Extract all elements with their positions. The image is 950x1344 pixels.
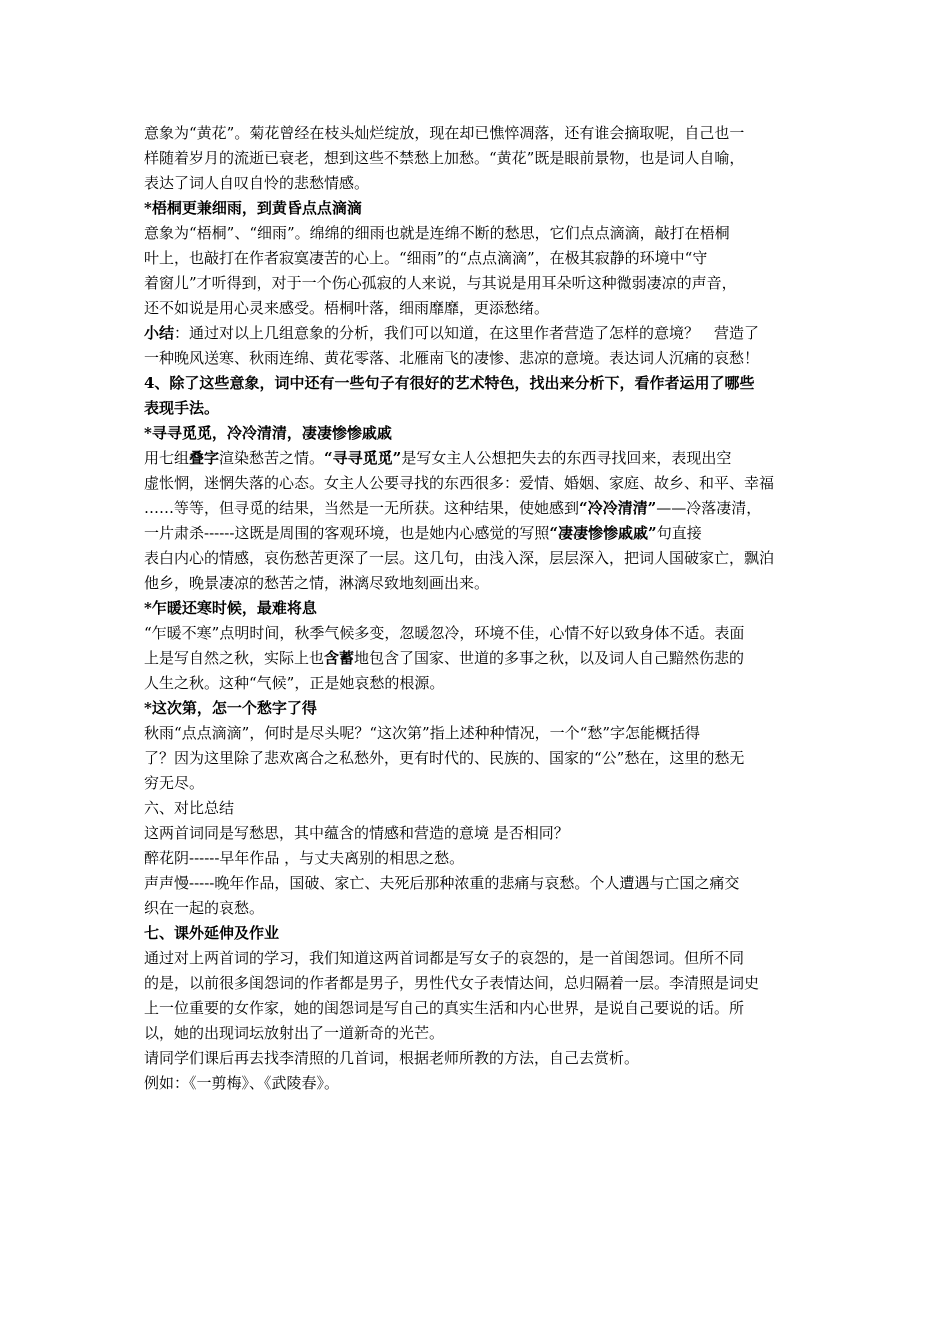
- bold-text: *梧桐更兼细雨，到黄昏点点滴滴: [144, 199, 362, 217]
- text-line: [144, 196, 816, 221]
- text-run: “乍暖不寒”点明时间，秋季气候多变，忽暖忽冷，环境不佳，心情不好以致身体不适。表面: [144, 624, 745, 642]
- text-line: [144, 471, 816, 496]
- bold-text: 七、课外延伸及作业: [144, 924, 280, 942]
- text-run: 地包含了国家、世道的多事之秋，以及词人自己黯然伤悲的: [354, 649, 745, 667]
- bold-text: 小结: [144, 324, 175, 342]
- text-line: [144, 946, 816, 971]
- text-run: 意象为“黄花”。菊花曾经在枝头灿烂绽放，现在却已憔悴凋落，还有谁会摘取呢，自己也一: [144, 124, 745, 142]
- text-run: 人生之秋。这种“气候”，正是她哀愁的根源。: [144, 674, 445, 692]
- text-run: 表达了词人自叹自怜的悲愁情感。: [144, 174, 370, 192]
- text-run: 样随着岁月的流逝已衰老，想到这些不禁愁上加愁。“黄花”既是眼前景物，也是词人自喻，: [144, 149, 745, 167]
- text-line: [144, 821, 816, 846]
- text-run: 用七组: [144, 449, 190, 467]
- bold-text: *寻寻觅觅，冷冷清清，凄凄惨惨戚戚: [144, 424, 392, 442]
- text-line: [144, 571, 816, 596]
- text-run: 六、对比总结: [144, 799, 235, 817]
- text-line: [144, 546, 816, 571]
- text-line: [144, 496, 816, 521]
- text-run: 虚怅惘，迷惘失落的心态。女主人公要寻找的东西很多：爱情、婚姻、家庭、故乡、和平、幸福: [144, 474, 775, 492]
- text-line: [144, 1021, 816, 1046]
- document-page: [144, 121, 816, 1096]
- text-line: [144, 346, 816, 371]
- bold-text: 叠字: [189, 449, 220, 467]
- bold-text: 含蓄: [324, 649, 355, 667]
- text-line: [144, 721, 816, 746]
- text-run: 声声慢-----晚年作品，国破、家亡、夫死后那种浓重的悲痛与哀愁。个人遭遇与亡国之痛交: [144, 874, 740, 892]
- text-run: 意象为“梧桐”、“细雨”。绵绵的细雨也就是连绵不断的愁思，它们点点滴滴，敲打在梧桐: [144, 224, 730, 242]
- text-run: 他乡，晚景凄凉的愁苦之情，淋漓尽致地刻画出来。: [144, 574, 490, 592]
- text-line: [144, 696, 816, 721]
- text-run: ……等等，但寻觅的结果，当然是一无所获。这种结果，使她感到: [144, 499, 580, 517]
- text-line: [144, 321, 816, 346]
- text-run: 了？因为这里除了悲欢离合之私愁外，更有时代的、民族的、国家的“公”愁在，这里的愁无: [144, 749, 745, 767]
- text-run: 醉花阴------早年作品 ，与丈夫离别的相思之愁。: [144, 849, 465, 867]
- text-run: 的是，以前很多闺怨词的作者都是男子，男性代女子表情达间，总归隔着一层。李清照是词史: [144, 974, 760, 992]
- text-line: [144, 121, 816, 146]
- text-line: [144, 771, 816, 796]
- text-run: 请同学们课后再去找李清照的几首词，根据老师所教的方法，自己去赏析。: [144, 1049, 640, 1067]
- text-line: [144, 921, 816, 946]
- text-run: 渲染愁苦之情。: [219, 449, 325, 467]
- text-line: [144, 171, 816, 196]
- text-run: 织在一起的哀愁。: [144, 899, 265, 917]
- text-run: 以，她的出现词坛放射出了一道新奇的光芒。: [144, 1024, 445, 1042]
- text-line: [144, 846, 816, 871]
- text-line: [144, 246, 816, 271]
- text-run: 一片肃杀------这既是周围的客观环境，也是她内心感觉的写照: [144, 524, 550, 542]
- text-line: [144, 746, 816, 771]
- text-run: 这两首词同是写愁思，其中蕴含的情感和营造的意境 是否相同？: [144, 824, 569, 842]
- text-line: [144, 671, 816, 696]
- text-run: 上一位重要的女作家，她的闺怨词是写自己的真实生活和内心世界，是说自己要说的话。所: [144, 999, 745, 1017]
- text-line: [144, 1046, 816, 1071]
- text-line: [144, 596, 816, 621]
- text-line: [144, 971, 816, 996]
- text-line: [144, 621, 816, 646]
- text-run: 上是写自然之秋，实际上也: [144, 649, 325, 667]
- text-run: 是写女主人公想把失去的东西寻找回来，表现出空: [401, 449, 732, 467]
- text-run: 句直接: [656, 524, 702, 542]
- text-line: [144, 646, 816, 671]
- text-line: [144, 896, 816, 921]
- text-line: [144, 271, 816, 296]
- text-run: 穷无尽。: [144, 774, 205, 792]
- text-run: 叶上，也敲打在作者寂寞凄苦的心上。“细雨”的“点点滴滴”，在极其寂静的环境中“守: [144, 249, 708, 267]
- text-run: 例如：《一剪梅》、《武陵春》。: [144, 1074, 340, 1092]
- text-line: [144, 1071, 816, 1096]
- text-run: 通过对上两首词的学习，我们知道这两首词都是写女子的哀怨的，是一首闺怨词。但所不同: [144, 949, 745, 967]
- bold-text: *乍暖还寒时候，最难将息: [144, 599, 317, 617]
- bold-text: “凄凄惨惨戚戚”: [549, 524, 657, 542]
- text-run: ——冷落凄清，: [656, 499, 762, 517]
- text-line: [144, 421, 816, 446]
- text-line: [144, 996, 816, 1021]
- text-line: [144, 446, 816, 471]
- bold-text: 4、除了这些意象，词中还有一些句子有很好的艺术特色，找出来分析下，看作者运用了哪些: [144, 374, 755, 392]
- text-run: 着窗儿”才听得到，对于一个伤心孤寂的人来说，与其说是用耳朵听这种微弱凄凉的声音，: [144, 274, 737, 292]
- text-line: [144, 296, 816, 321]
- text-run: 一种晚风送寒、秋雨连绵、黄花零落、北雁南飞的凄惨、悲凉的意境。表达词人沉痛的哀愁！: [144, 349, 760, 367]
- text-run: 还不如说是用心灵来感受。梧桐叶落，细雨靡靡，更添愁绪。: [144, 299, 550, 317]
- text-line: [144, 371, 816, 396]
- bold-text: 表现手法。: [144, 399, 220, 417]
- text-line: [144, 396, 816, 421]
- text-line: [144, 871, 816, 896]
- text-run: ：通过对以上几组意象的分析，我们可以知道，在这里作者营造了怎样的意境？ 营造了: [174, 324, 760, 342]
- text-run: 秋雨“点点滴滴”，何时是尽头呢？“这次第”指上述种种情况，一个“愁”字怎能概括得: [144, 724, 701, 742]
- text-run: 表白内心的情感，哀伤愁苦更深了一层。这几句，由浅入深，层层深入，把词人国破家亡，飘泊: [144, 549, 775, 567]
- text-line: [144, 796, 816, 821]
- text-line: [144, 146, 816, 171]
- bold-text: *这次第，怎一个愁字了得: [144, 699, 317, 717]
- bold-text: “寻寻觅觅”: [324, 449, 402, 467]
- text-line: [144, 221, 816, 246]
- bold-text: “冷冷清清”: [579, 499, 657, 517]
- text-line: [144, 521, 816, 546]
